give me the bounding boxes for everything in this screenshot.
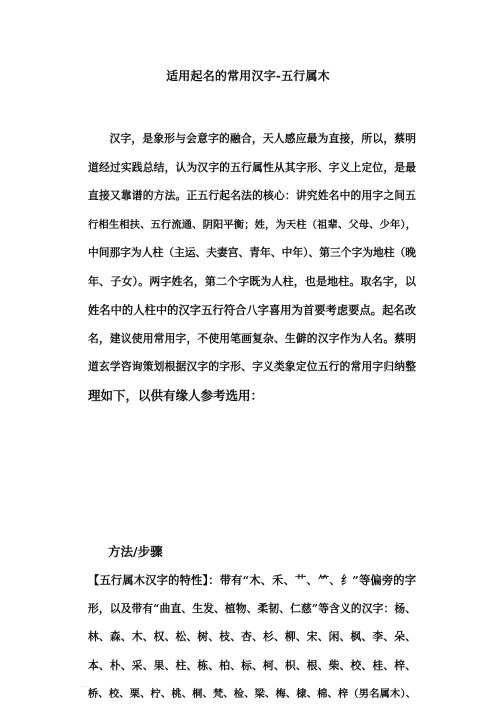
footer-mark: ···· [82, 684, 91, 690]
method-heading: 方法/步骤 [108, 544, 163, 559]
paragraph-line: 名，建议使用常用字，不使用笔画复杂、生僻的汉字作为人名。蔡明 [88, 331, 416, 345]
paragraph-line: 年、子女）。两字姓名，第二个字既为人柱，也是地柱。取名字，以 [88, 274, 416, 288]
paragraph-line: 中间那字为人柱（主运、夫妻宫、青年、中年）、第三个字为地柱（晚 [88, 246, 416, 259]
wood-characters-paragraph [88, 566, 416, 709]
paragraph-line: 行相生相扶、五行流通、阴阳平衡；姓，为天柱（祖辈、父母、少年）， [88, 218, 416, 231]
paragraph-line: 形，以及带有“曲直、生发、植物、柔韧、仁慈”等含义的汉字：杨、 [88, 601, 416, 615]
paragraph-line: 本、朴、采、果、柱、栋、柏、标、柯、枳、根、柴、校、桂、梓、 [88, 658, 416, 672]
document-title: 适用起名的常用汉字-五行属木 [166, 69, 330, 83]
paragraph-line: 林、森、木、权、松、树、枝、杏、杉、柳、宋、闲、枫、李、朵、 [88, 630, 416, 643]
paragraph-line: 直接又靠谱的方法。正五行起名法的核心：讲究姓名中的用字之间五 [88, 189, 416, 202]
paragraph-line: 桥、校、栗、柠、桃、桐、梵、检、梁、梅、棣、棉、梓（男名属木）、 [88, 688, 416, 700]
paragraph-line: 道经过实践总结，认为汉字的五行属性从其字形、字义上定位，是最 [88, 160, 416, 174]
paragraph-line: 【五行属木汉字的特性】：带有“木、禾、艹、⺮、纟”等偏旁的字 [88, 573, 416, 587]
intro-paragraph [88, 125, 416, 410]
paragraph-line: 姓名中的人柱中的汉字五行符合八字喜用为首要考虑要点。起名改 [88, 303, 416, 317]
paragraph-line: 汉字，是象形与会意字的融合，天人感应最为直接，所以，蔡明 [109, 132, 416, 145]
paragraph-line: 理如下，以供有缘人参考选用： [88, 387, 264, 403]
paragraph-line: 道玄学咨询策划根据汉字的字形、字义类象定位五行的常用字归纳整 [88, 360, 416, 373]
